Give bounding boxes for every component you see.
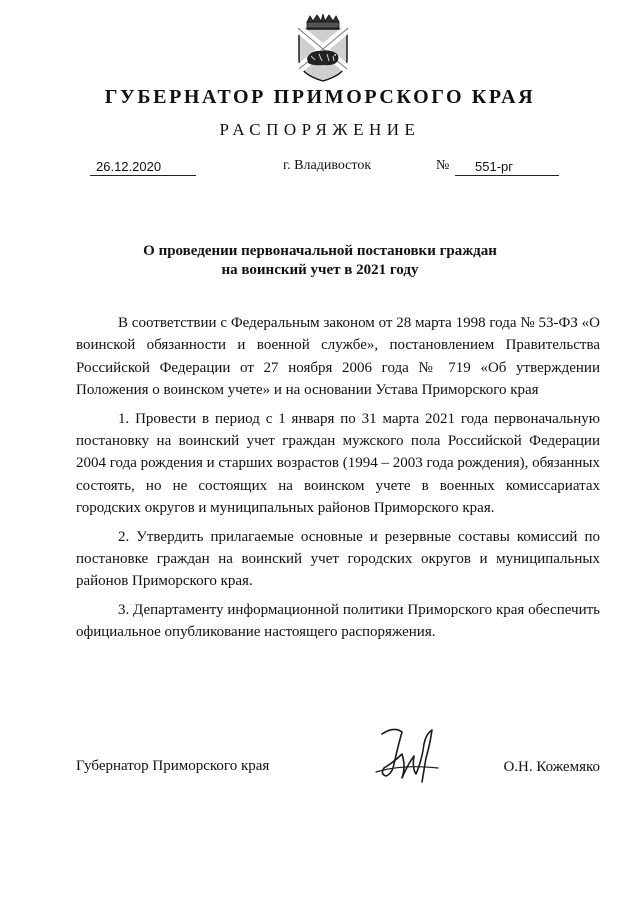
item-1-paragraph: 1. Провести в период с 1 января по 31 марта 2021 года первоначальную постановку на воинский учет граждан мужского пола Российской Федерации 2004 года рождения и старших возрастов (1994 – 2003 года рождения), обязанных состоять, но не состоящих на воинском учете в военных комиссариатах городских округов и муниципальных районов Приморского края. <box>76 410 600 517</box>
subject-line-1: О проведении первоначальной постановки граждан <box>143 243 497 259</box>
document-date: 26.12.2020 <box>90 159 196 176</box>
issuer-title: ГУБЕРНАТОР ПРИМОРСКОГО КРАЯ <box>104 86 536 108</box>
subject-line-2: на воинский учет в 2021 году <box>221 262 419 278</box>
document-meta-row <box>0 156 640 182</box>
document-body <box>76 312 600 644</box>
document-number-label: № <box>436 158 450 173</box>
document-subject <box>0 242 640 280</box>
item-2-paragraph: 2. Утвердить прилагаемые основные и резервные составы комиссий по постановке граждан на воинский учет городских округов и муниципальных районов Приморского края. <box>76 528 600 590</box>
signer-position: Губернатор Приморского края <box>76 758 270 774</box>
signature-block <box>0 722 640 802</box>
document-number: 551-рг <box>455 159 559 176</box>
coat-of-arms-icon <box>293 14 353 82</box>
item-3-paragraph: 3. Департаменту информационной политики Приморского края обеспечить официальное опубликование настоящего распоряжения. <box>76 601 600 641</box>
signer-name: О.Н. Кожемяко <box>503 759 600 775</box>
document-type: РАСПОРЯЖЕНИЕ <box>219 120 421 139</box>
handwritten-signature-icon <box>372 724 442 786</box>
document-city: г. Владивосток <box>283 158 372 173</box>
preamble-paragraph: В соответствии с Федеральным законом от 28 марта 1998 года № 53-ФЗ «О воинской обязанности и военной службе», постановлением Правительства Российской Федерации от 27 ноября 2006 года № 719 «Об утверждении Положения о воинском учете» и на основании Устава Приморского края <box>76 315 600 399</box>
